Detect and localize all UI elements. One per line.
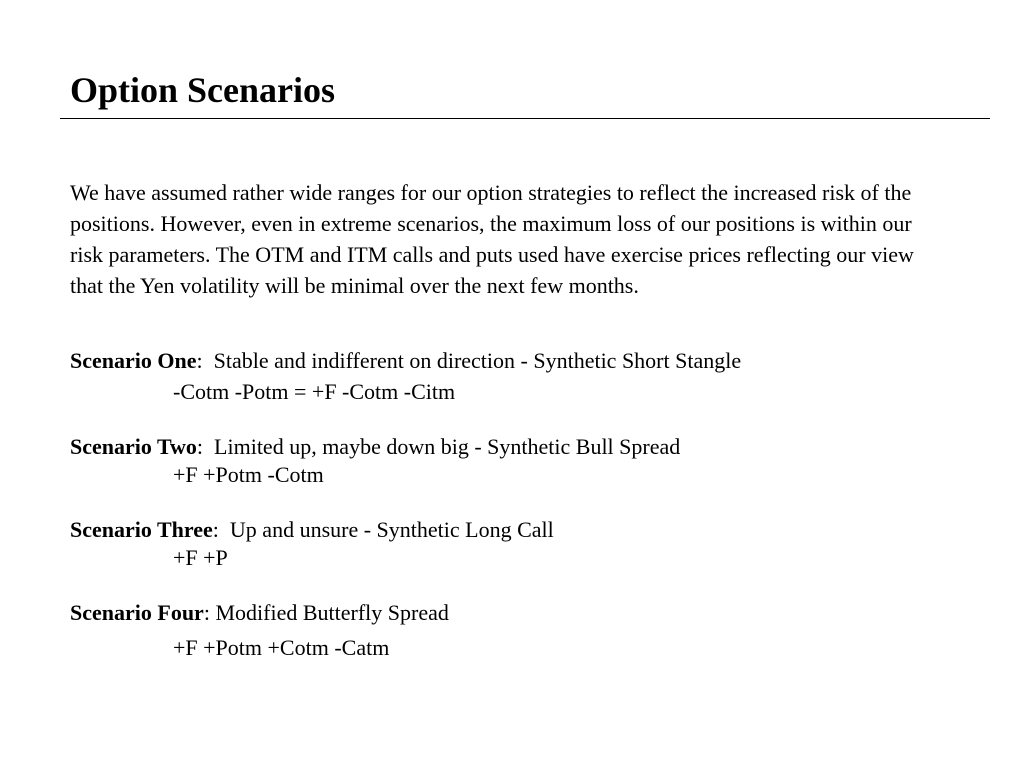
- scenario-two-heading: [70, 432, 680, 462]
- scenario-two-formula: +F +Potm -Cotm: [173, 462, 324, 487]
- scenario-name: Scenario Four: [70, 600, 204, 625]
- scenario-name: Scenario Two: [70, 434, 197, 459]
- intro-text: We have assumed rather wide ranges for our option strategies to reflect the increased risk of the positions. However, even in extreme scenarios, the maximum loss of our positions is within our risk parameters. The OTM and ITM calls and puts used have exercise prices reflecting our view that the Yen volatility will be minimal over the next few months.: [70, 180, 914, 298]
- scenario-four-heading: [70, 598, 449, 628]
- scenario-separator: :: [196, 348, 203, 373]
- scenario-three-heading: [70, 515, 554, 545]
- scenario-description: Up and unsure - Synthetic Long Call: [218, 517, 554, 542]
- scenario-one-formula: -Cotm -Potm = +F -Cotm -Citm: [173, 379, 456, 404]
- scenario-separator: :: [196, 434, 204, 459]
- scenario-separator: :: [212, 517, 219, 542]
- scenario-description: Stable and indifferent on direction - Synthetic Short Stangle: [202, 348, 742, 373]
- scenario-separator: :: [203, 600, 210, 625]
- scenario-three-formula: +F +P: [173, 545, 228, 570]
- scenario-name: Scenario Three: [70, 517, 213, 542]
- intro-paragraph: [70, 177, 950, 301]
- scenario-name: Scenario One: [70, 348, 197, 373]
- scenario-description: Limited up, maybe down big - Synthetic Bull Spread: [203, 434, 681, 459]
- scenario-one-heading: [70, 346, 741, 376]
- title-divider: [60, 118, 990, 119]
- scenario-description: Modified Butterfly Spread: [209, 600, 449, 625]
- scenario-four-formula: +F +Potm +Cotm -Catm: [173, 635, 390, 660]
- slide-title: Option Scenarios: [70, 70, 336, 110]
